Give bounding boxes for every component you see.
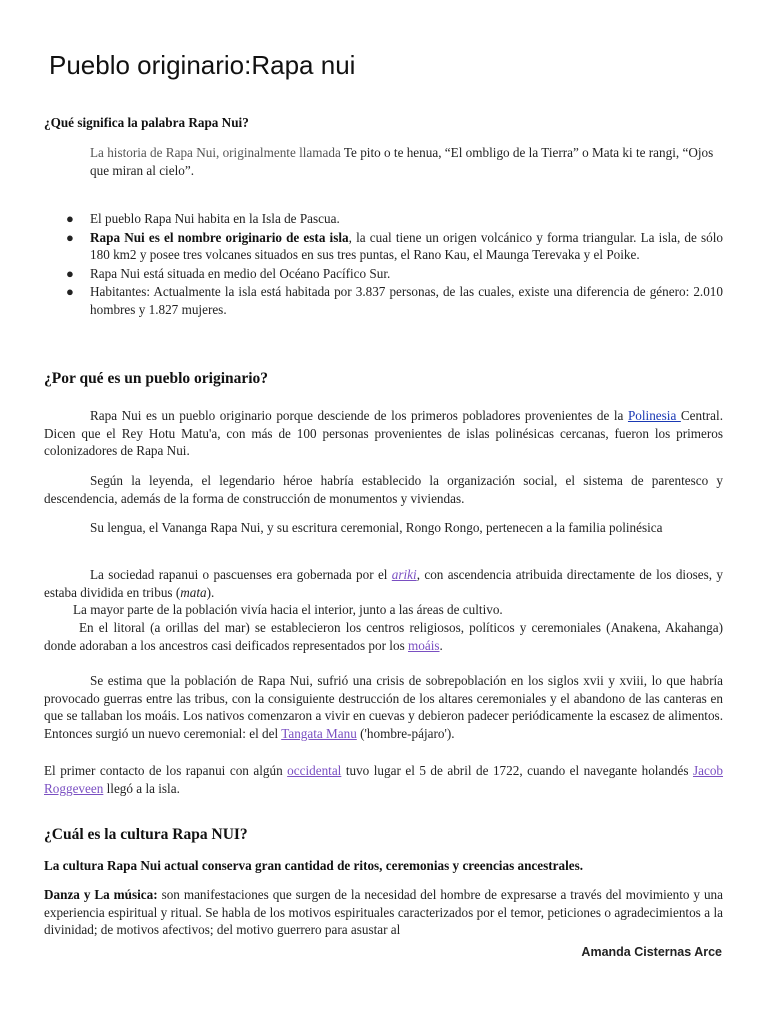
bullet-text: El pueblo Rapa Nui habita en la Isla de Pascua.	[90, 211, 340, 226]
paragraph-text: llegó a la isla.	[103, 780, 180, 796]
paragraph-text: .	[439, 637, 443, 653]
paragraph-culture-summary: La cultura Rapa Nui actual conserva gran cantidad de ritos, ceremonias y creencias ancestrales.	[44, 858, 584, 873]
bullet-icon: ●	[66, 211, 74, 226]
polinesia-link[interactable]: Polinesia	[627, 408, 681, 423]
history-paragraph	[90, 144, 722, 179]
jacob-roggeveen-link[interactable]: Jacob Roggeveen	[44, 763, 724, 796]
paragraph-crisis	[44, 672, 723, 742]
history-text: Te pito o te henua, “El ombligo de la Tierra” o Mata ki te rangi, “Ojos que miran al cielo”.	[90, 145, 714, 178]
paragraph-population: La mayor parte de la población vivía hacia el interior, junto a las áreas de cultivo.	[73, 602, 503, 617]
paragraph-origin	[44, 407, 723, 460]
paragraph-text: Se estima que la población de Rapa Nui, sufrió una crisis de sobrepoblación en los siglos xvii y xviii, lo que habría provocado guerras entre las tribus, con la consiguiente destrucción de los altares ceremoniales y el abandono de las canteras en que se tallaban los moáis. Los nativos comenzaron a vivir en cuevas y debieron padecer periódicamente la escasez de alimentos. Entonces surgió un nuevo ceremonial: el del	[44, 673, 723, 741]
tangata-manu-link[interactable]: Tangata Manu	[281, 725, 357, 741]
paragraph-society	[44, 566, 723, 601]
paragraph-dance-music	[44, 886, 723, 939]
paragraph-text: En el litoral (a orillas del mar) se establecieron los centros religiosos, políticos y ceremoniales (Anakena, Akahanga) donde adoraban a los ancestros casi deificados representados por los	[44, 620, 723, 653]
moais-link[interactable]: moáis	[408, 637, 440, 653]
paragraph-language: Su lengua, el Vananga Rapa Nui, y su escritura ceremonial, Rongo Rongo, pertenecen a la familia polinésica	[90, 520, 663, 535]
list-item	[44, 229, 723, 264]
question-heading-1: ¿Qué significa la palabra Rapa Nui?	[44, 115, 249, 130]
bullet-text: Rapa Nui está situada en medio del Océano Pacífico Sur.	[90, 265, 391, 281]
history-text-grey: La historia de Rapa Nui, originalmente llamada	[90, 145, 341, 160]
bullet-icon: ●	[66, 265, 74, 281]
bullet-list	[44, 210, 723, 319]
list-item	[44, 283, 723, 318]
paragraph-legend: Según la leyenda, el legendario héroe habría establecido la organización social, el sistema de parentesco y descendencia, además de la forma de construcción de monumentos y viviendas.	[44, 473, 723, 506]
paragraph-text: tuvo lugar el 5 de abril de 1722, cuando el navegante holandés	[341, 763, 693, 778]
paragraph-text: Central. Dicen que el Rey Hotu Matu'a, con más de 100 personas provenientes de islas polinésicas cercanas, fueron los primeros colonizadores de Rapa Nui.	[44, 408, 723, 458]
paragraph-text: ('hombre-pájaro').	[356, 725, 455, 741]
paragraph-text: El primer contacto de los rapanui con algún	[44, 763, 288, 778]
paragraph-coast	[44, 619, 723, 654]
paragraph-bold-text: Danza y La música:	[44, 887, 158, 902]
page-title: Pueblo originario:Rapa nui	[49, 50, 356, 80]
bullet-icon: ●	[66, 229, 74, 245]
section-heading-culture: ¿Cuál es la cultura Rapa NUI?	[44, 826, 248, 843]
bullet-icon: ●	[66, 284, 74, 299]
paragraph-text: ).	[206, 584, 215, 600]
bullet-bold-text: Rapa Nui es el nombre originario de esta isla	[90, 229, 349, 245]
paragraph-text: Rapa Nui es un pueblo originario porque desciende de los primeros pobladores provenientes de la	[90, 408, 628, 423]
list-item	[44, 265, 723, 283]
paragraph-text: son manifestaciones que surgen de la necesidad del hombre de expresarse a través del movimiento y una experiencia espiritual y ritual. Se habla de los motivos espirituales caracterizados por el temor, peticiones o agradecimientos a la divinidad; de motivos afectivos; del motivo guerrero para asustar al	[44, 887, 723, 937]
list-item	[44, 210, 723, 228]
bullet-text: , la cual tiene un origen volcánico y forma triangular. La isla, de sólo 180 km2 y posee tres volcanes situados en sus tres puntas, el Rano Kau, el Maunga Terevaka y el Poike.	[90, 229, 723, 262]
section-heading-origin: ¿Por qué es un pueblo originario?	[44, 370, 269, 387]
paragraph-first-contact	[44, 762, 723, 797]
paragraph-italic: mata	[180, 584, 207, 600]
paragraph-text: La sociedad rapanui o pascuenses era gobernada por el	[90, 567, 392, 582]
ariki-link[interactable]: ariki	[391, 567, 417, 582]
author-name: Amanda Cisternas Arce	[581, 945, 722, 959]
bullet-text: Habitantes: Actualmente la isla está habitada por 3.837 personas, de las cuales, existe una diferencia de género: 2.010 hombres y 1.827 mujeres.	[90, 284, 723, 317]
occidental-link[interactable]: occidental	[287, 763, 342, 778]
paragraph-text: , con ascendencia atribuida directamente de los dioses, y estaba dividida en tribus (	[44, 567, 723, 600]
